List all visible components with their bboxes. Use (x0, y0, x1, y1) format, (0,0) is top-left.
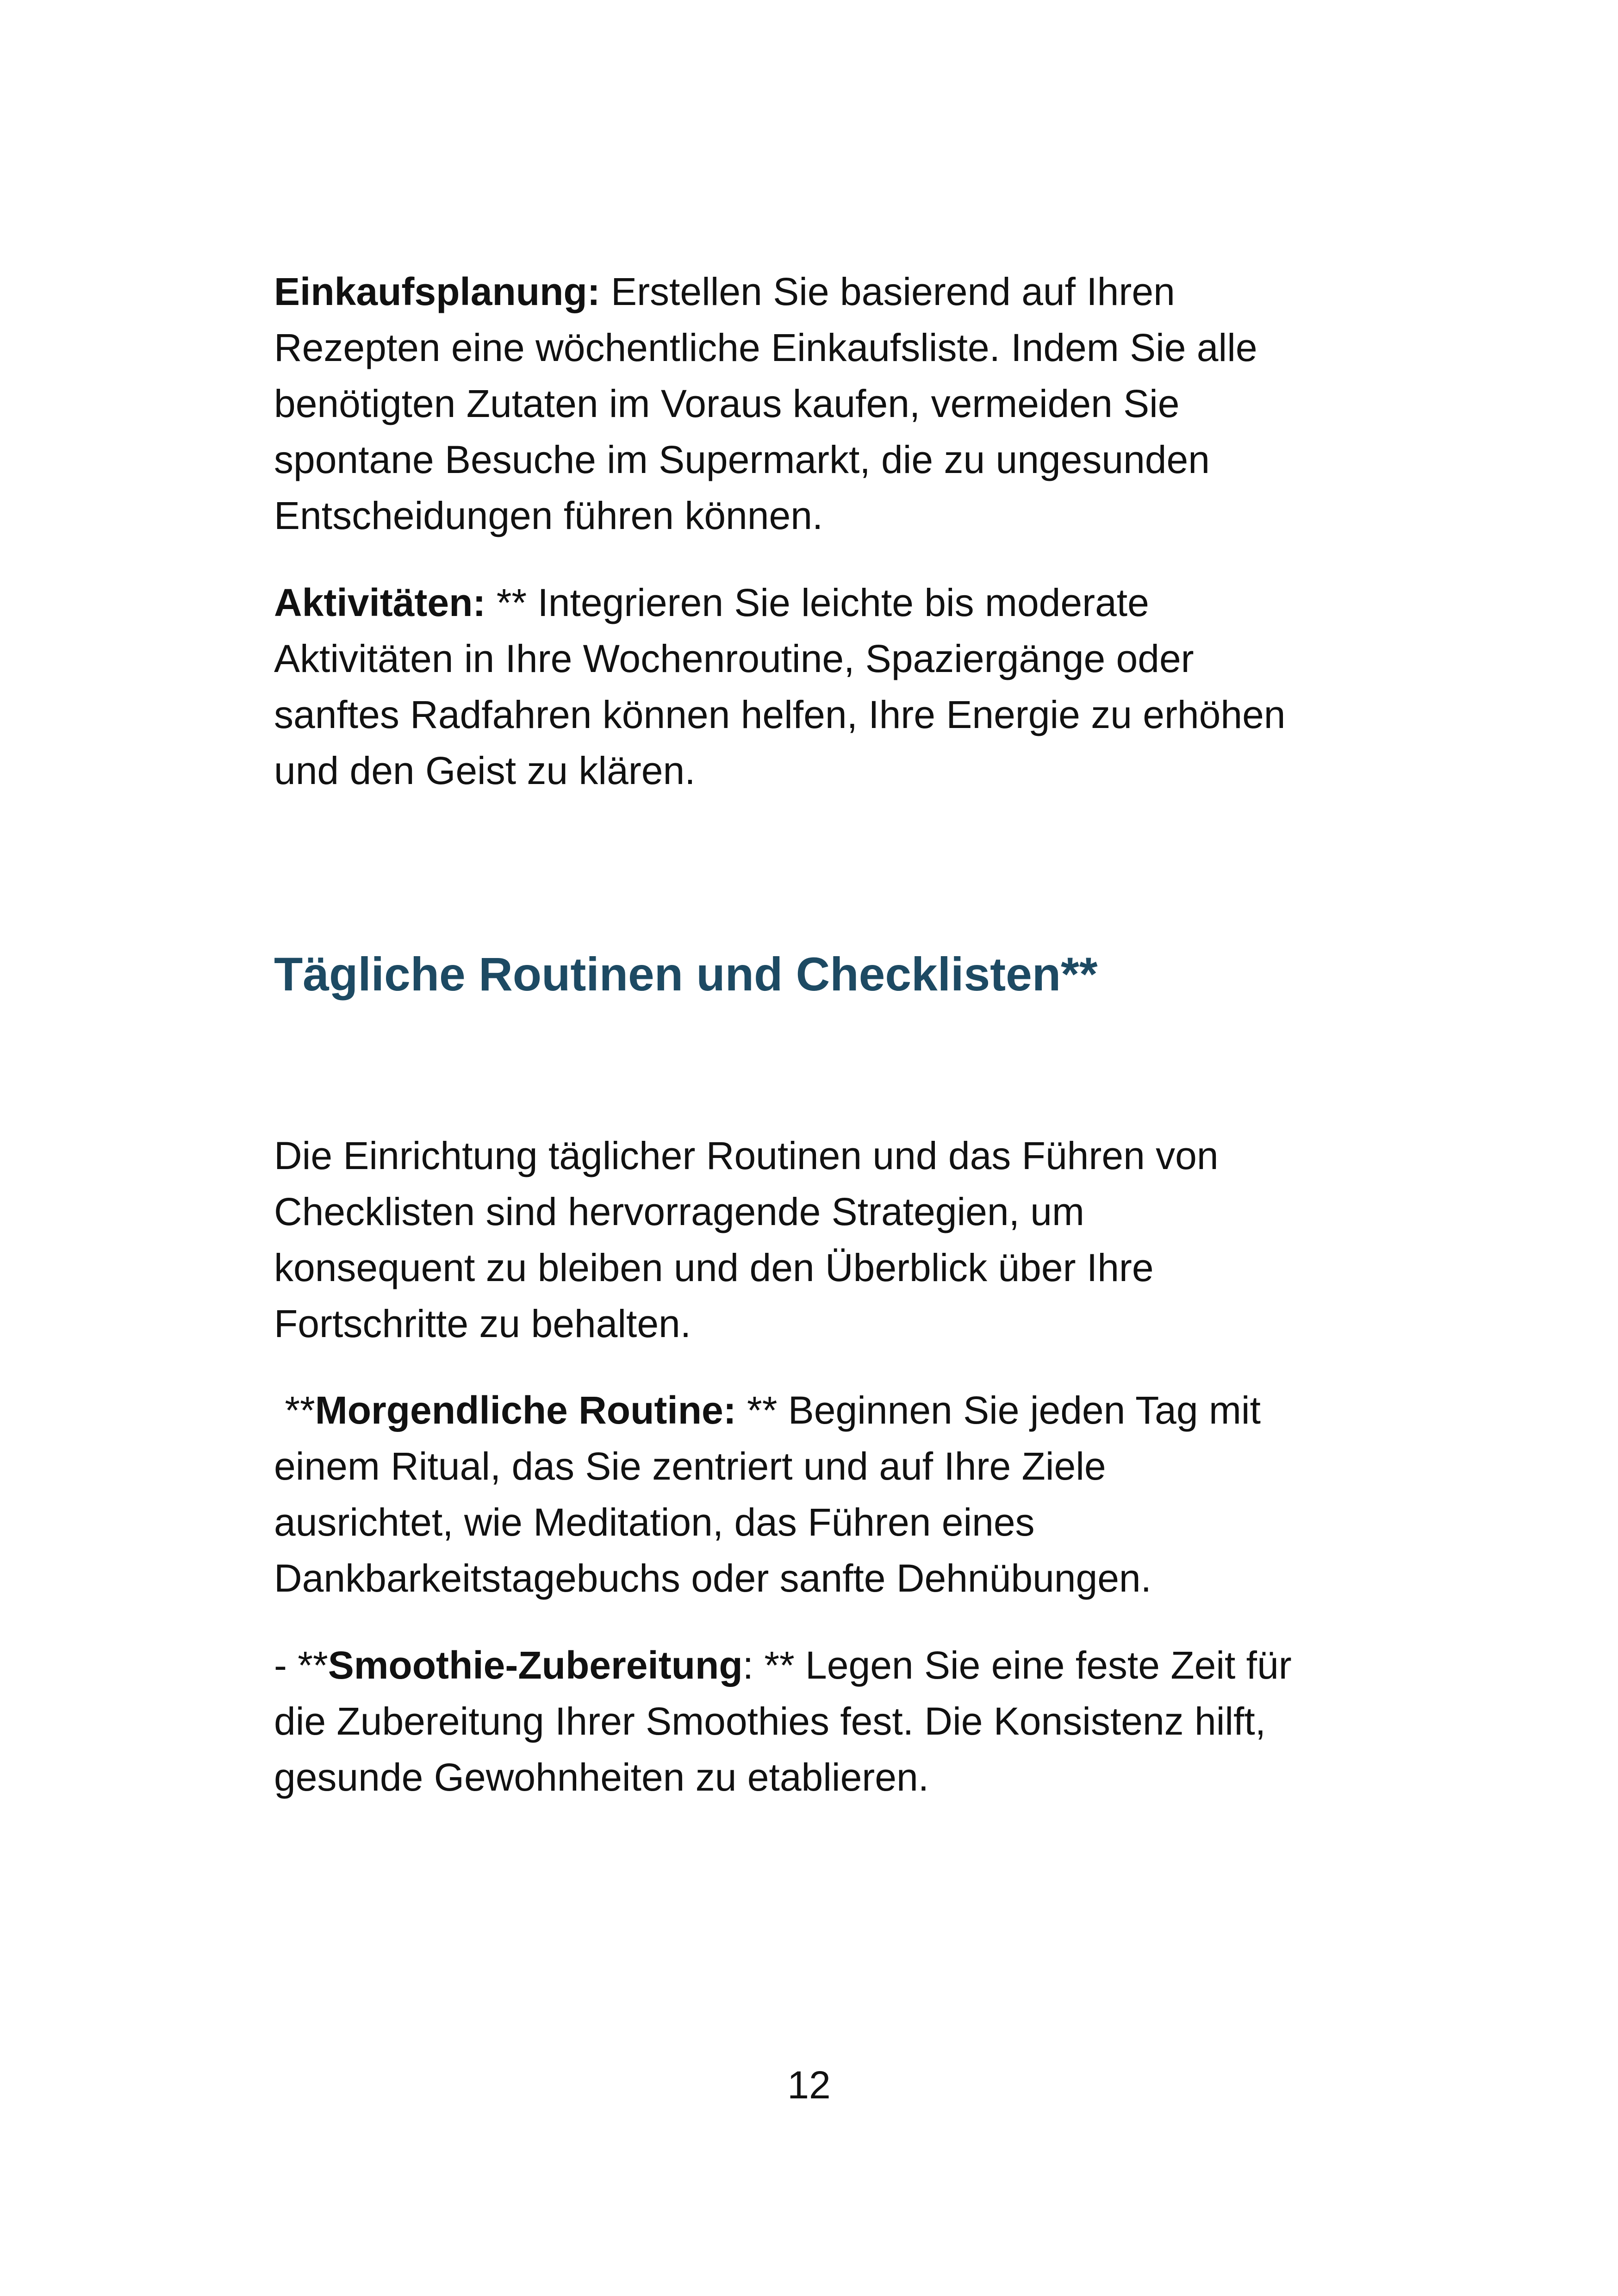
paragraph-prefix: - ** (274, 1643, 328, 1687)
text-line (274, 264, 1352, 320)
text-line: benötigten Zutaten im Voraus kaufen, vermeiden Sie (274, 382, 1180, 425)
text-line: Entscheidungen führen können. (274, 494, 823, 537)
text-line: Aktivitäten in Ihre Wochenroutine, Spaziergänge oder (274, 637, 1194, 680)
paragraph-activities (274, 575, 1352, 799)
text-line: Fortschritte zu behalten. (274, 1302, 691, 1345)
text-line: die Zubereitung Ihrer Smoothies fest. Die Konsistenz hilft, (274, 1699, 1266, 1743)
text-line: Die Einrichtung täglicher Routinen und das Führen von (274, 1134, 1219, 1177)
page-number: 12 (787, 2063, 831, 2107)
text-line (274, 575, 1352, 631)
text-line: und den Geist zu klären. (274, 749, 696, 792)
paragraph-label: Morgendliche Routine: (315, 1388, 736, 1432)
paragraph-prefix: ** (274, 1388, 315, 1432)
paragraph-text: ** Integrieren Sie leichte bis moderate (485, 581, 1149, 624)
paragraph-label: Einkaufsplanung: (274, 270, 600, 313)
text-line: ausrichtet, wie Meditation, das Führen eines (274, 1500, 1035, 1544)
text-line (274, 1637, 1352, 1693)
section-heading: Tägliche Routinen und Checklisten** (274, 948, 1098, 1001)
text-line: einem Ritual, das Sie zentriert und auf Ihre Ziele (274, 1444, 1106, 1488)
paragraph-text: Erstellen Sie basierend auf Ihren (600, 270, 1175, 313)
paragraph-shopping-planning (274, 264, 1352, 544)
text-line: konsequent zu bleiben und den Überblick über Ihre (274, 1246, 1154, 1289)
text-line (274, 1382, 1352, 1438)
text-line: spontane Besuche im Supermarkt, die zu ungesunden (274, 438, 1210, 481)
paragraph-label: Aktivitäten: (274, 581, 486, 624)
paragraph-label: Smoothie-Zubereitung (328, 1643, 743, 1687)
text-line: sanftes Radfahren können helfen, Ihre Energie zu erhöhen (274, 693, 1286, 736)
paragraph-morning-routine (274, 1382, 1352, 1606)
paragraph-smoothie (274, 1637, 1352, 1805)
text-line: Checklisten sind hervorragende Strategien, um (274, 1190, 1084, 1233)
paragraph-text: : ** Legen Sie eine feste Zeit für (742, 1643, 1292, 1687)
text-line: Dankbarkeitstagebuchs oder sanfte Dehnübungen. (274, 1556, 1151, 1600)
paragraph-text: ** Beginnen Sie jeden Tag mit (736, 1388, 1261, 1432)
text-line: Rezepten eine wöchentliche Einkaufsliste. Indem Sie alle (274, 326, 1257, 369)
paragraph-intro (274, 1128, 1352, 1352)
text-line: gesunde Gewohnheiten zu etablieren. (274, 1755, 929, 1799)
